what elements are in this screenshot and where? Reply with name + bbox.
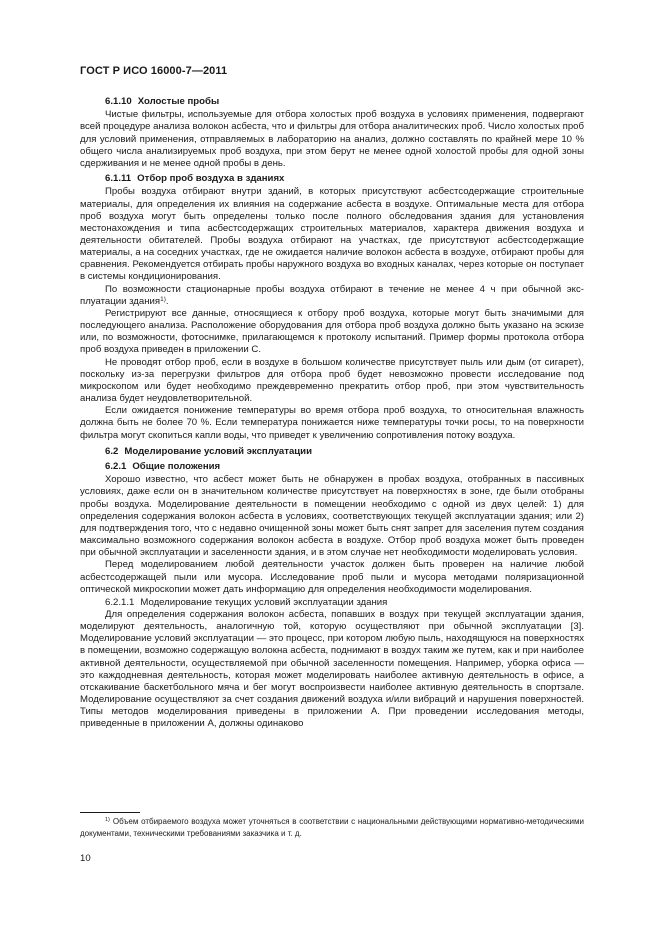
footnote — [80, 816, 584, 840]
paragraph: Регистрируют все данные, относящиеся к отбору проб воздуха, которые могут быть значимыми для последующего анализа. Расположение оборудования для отбора проб воздуха должно быть указано на эскизе или, по возможности, фотоснимке, прилагающемся к протоколу испытаний. Пример формы протокола отбора проб воздуха приведен в приложении С. — [80, 307, 584, 356]
paragraph: Хорошо известно, что асбест может быть не обнаружен в пробах воздуха, отобранных в пассивных условиях, даже если он в значительном количестве присутствует на поверхностях в зоне, где были отобраны пробы воздуха. Моделирование деятельности в помещении необходимо с одной из двух целей: 1) для определения содержания волокон асбеста в условиях, соответствующих текущей эксплуатации здания; или 2) для подтверждения того, что с недавно очищенной зоны может быть снят запрет для заселения путем создания максимально возможного содержания волокон асбеста в воздухе. Отбор проб воздуха может быть проведен при обычной эксплуатации и заселенности здания, и в этом случае нет необходимости моделировать условия. — [80, 474, 584, 559]
section-heading-6-2-1-1: 6.2.1.1 Моделирование текущих условий эксплуатации здания — [105, 596, 388, 608]
paragraph: Если ожидается понижение температуры во время отбора проб воздуха, то относительная влажность должна быть не более 70 %. Если температура понижается ниже температуры точки росы, то на поверхности фильтра могут скопиться капли воды, что приведет к увеличению сопротивления потоку воздуха. — [80, 405, 584, 441]
paragraph-with-footnote-ref: По возможности стационарные пробы воздуха отбирают в течение не менее 4 ч при обычной эксплуатации здания$^{1)}$. — [80, 283, 584, 307]
footnote-marker: 1) — [105, 817, 110, 823]
document-body — [80, 93, 584, 731]
footnote-divider — [80, 812, 140, 813]
section-heading-6-2-1: 6.2.1 Общие положения — [105, 460, 221, 472]
section-heading-6-1-10: 6.1.10 Холостые пробы — [105, 96, 220, 107]
paragraph: Перед моделированием любой деятельности участок должен быть проверен на наличие любой асбестсодержащей пыли или мусора. Исследование проб пыли и мусора методами поляризационной оптической микроскопии может дать информацию для определения необходимости моделирования. — [80, 559, 584, 595]
paragraph: Для определения содержания волокон асбеста, попавших в воздух при текущей эксплуатации здания, моделируют деятельность, аналогичную той, которую осуществляют при обычной эксплуатации [3]. Моделирование условий эксплуатации — это процесс, при котором любую пыль, находящуюся на поверхностях в помещении, возможно содержащую волокна асбеста, поднимают в воздух таким же путем, как и при наиболее активной деятельности, осуществляемой при обычной заселенности помещения. Например, уборка офиса — это каждодневная деятельность, которая может моделировать наиболее активную деятельность в офисе, а отскакивание баскетбольного мяча и бег могут воспроизвести наиболее активную деятельность в спортзале. Моделирование осуществляют за счет создания движений воздуха и/или вибраций и нарушения поверхностей. Типы методов моделирования приведены в приложении А. При проведении исследования методы, приведенные в приложении А, должны одинаково — [80, 608, 584, 730]
paragraph: Пробы воздуха отбирают внутри зданий, в которых присутствуют асбестсодержащие строительные материалы, для определения их влияния на содержание асбеста в воздухе. Оптимальные места для отбора проб воздуха могут быть определены только после полного обследования здания для установления местонахождения и типа асбестсодержащих строительных материалов, характера движения воздуха и деятельности обитателей. Пробы воздуха отбирают на участках, где присутствуют асбестсодержащие материалы, а на соседних участках, где не ожидается наличие волокон асбеста в воздухе, отбирают пробы для сравнения. Рекомендуется отбирать пробы наружного воздуха во входных каналах, через которые он поступает в системы кондиционирования. — [80, 186, 584, 283]
paragraph: Не проводят отбор проб, если в воздухе в большом количестве присутствует пыль или дым (от сигарет), поскольку из-за перегрузки фильтров для отбора проб будет невозможно провести исследование под микроскопом или будет необходимо преждевременно прекратить отбор проб, при этом чувствительность анализа будет неудовлетворительной. — [80, 356, 584, 405]
paragraph: Чистые фильтры, используемые для отбора холостых проб воздуха в условиях применения, подвергают всей процедуре анализа волокон асбеста, что и фильтры для отбора аналитических проб. Число холостых проб для условий применения, отправляемых в лабораторию на анализ, должно составлять по крайней мере 10 % общего числа анализируемых проб воздуха, при этом берут не менее одной холостой пробы для одной зоны сдерживания и не менее одной пробы в день. — [80, 109, 584, 169]
section-heading-6-2: 6.2 Моделирование условий эксплуатации — [105, 445, 312, 457]
document-header: ГОСТ Р ИСО 16000-7—2011 — [80, 65, 228, 77]
footnote-reference: 1) — [160, 295, 166, 303]
page-number: 10 — [80, 853, 91, 864]
footnote-text: Объем отбираемого воздуха может уточняться в соответствии с национальными действующими нормативно-методическими документами, техническими требованиями заказчика и т. д. — [80, 817, 584, 838]
section-heading-6-1-11: 6.1.11 Отбор проб воздуха в зданиях — [105, 173, 285, 185]
